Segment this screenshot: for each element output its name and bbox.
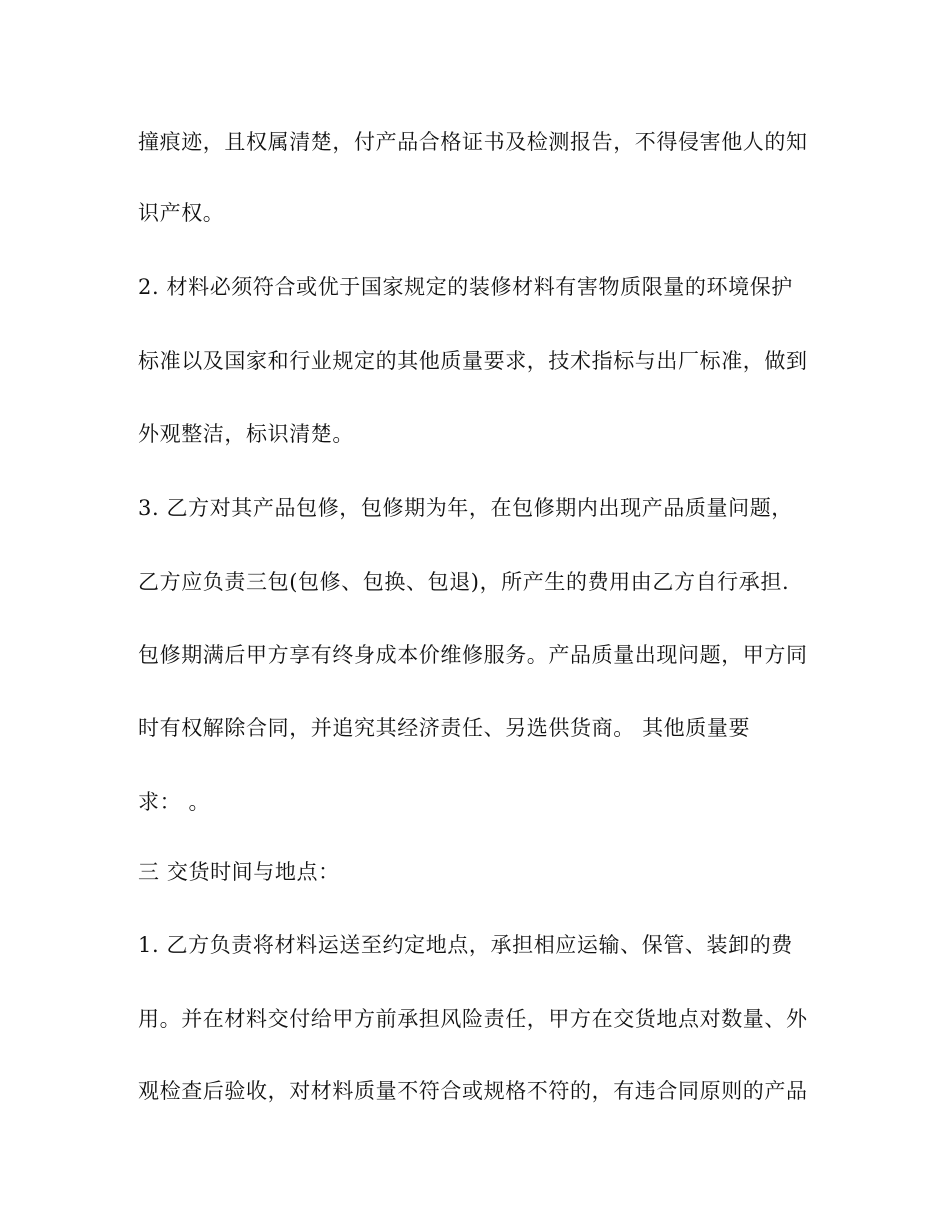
paragraph-line: 撞痕迹，且权属清楚，付产品合格证书及检测报告，不得侵害他人的知 bbox=[138, 130, 808, 154]
section-heading: 三 交货时间与地点： bbox=[138, 860, 340, 884]
paragraph-line: 乙方应负责三包(包修、包换、包退)，所产生的费用由乙方自行承担. bbox=[138, 570, 790, 594]
paragraph-line: 3. 乙方对其产品包修，包修期为年，在包修期内出现产品质量问题， bbox=[138, 496, 793, 520]
paragraph-line: 包修期满后甲方享有终身成本价维修服务。产品质量出现问题，甲方同 bbox=[138, 643, 808, 667]
paragraph-line: 用。并在材料交付给甲方前承担风险责任，甲方在交货地点对数量、外 bbox=[138, 1007, 808, 1031]
paragraph-line: 标准以及国家和行业规定的其他质量要求，技术指标与出厂标准，做到 bbox=[138, 349, 808, 373]
paragraph-line: 时有权解除合同，并追究其经济责任、另选供货商。 其他质量要 bbox=[138, 716, 751, 740]
paragraph-line: 2. 材料必须符合或优于国家规定的装修材料有害物质限量的环境保护 bbox=[138, 275, 793, 299]
paragraph-line: 识产权。 bbox=[138, 201, 225, 225]
paragraph-line: 外观整洁，标识清楚。 bbox=[138, 422, 354, 446]
paragraph-line: 求： 。 bbox=[138, 790, 211, 814]
paragraph-line: 1. 乙方负责将材料运送至约定地点，承担相应运输、保管、装卸的费 bbox=[138, 933, 793, 957]
paragraph-line: 观检查后验收，对材料质量不符合或规格不符的，有违合同原则的产品 bbox=[138, 1079, 808, 1103]
